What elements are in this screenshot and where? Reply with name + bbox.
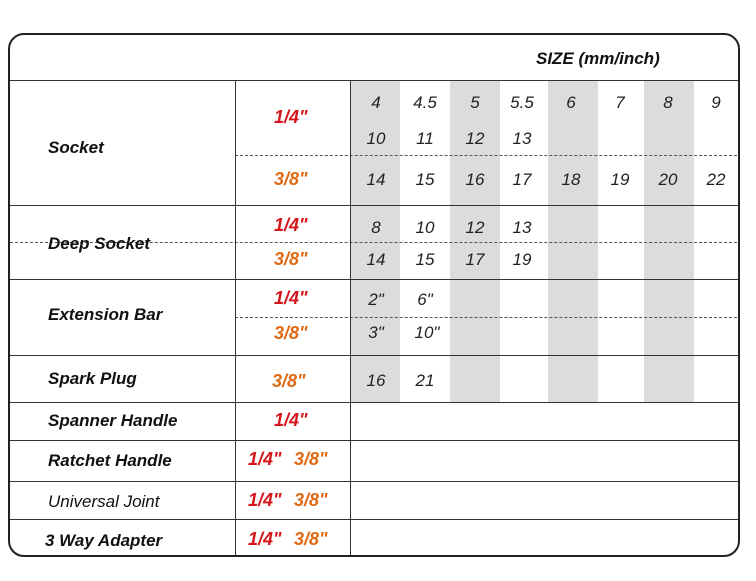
socket-b-cell: 16 <box>465 170 485 189</box>
socket-b-cell: 22 <box>706 170 726 189</box>
spark-plug-cell: 16 <box>366 371 386 390</box>
row-label-spark-plug: Spark Plug <box>48 369 137 388</box>
extension-bar-drive-three-eighths: 3/8" <box>274 323 308 343</box>
universal-joint-drive-three-eighths: 3/8" <box>294 490 328 510</box>
socket-a2-cell: 11 <box>416 129 434 148</box>
size-title: SIZE (mm/inch) <box>536 49 660 68</box>
row-label-socket: Socket <box>48 138 104 157</box>
extension-bar-a-cell: 2" <box>368 290 384 309</box>
socket-a1-cell: 5.5 <box>510 93 534 112</box>
socket-a2-cell: 12 <box>465 129 485 148</box>
socket-a1-cell: 4.5 <box>413 93 437 112</box>
spanner-handle-drive-quarter: 1/4" <box>274 410 308 430</box>
socket-a1-cell: 5 <box>470 93 480 112</box>
extension-bar-drive-quarter: 1/4" <box>274 288 308 308</box>
ratchet-handle-drive-three-eighths: 3/8" <box>294 449 328 469</box>
extension-bar-b-cell: 3" <box>368 323 384 342</box>
row-label-three-way-adapter: 3 Way Adapter <box>45 531 163 550</box>
socket-b-cell: 14 <box>366 170 386 189</box>
socket-b-cell: 20 <box>658 170 678 189</box>
shaded-column-7 <box>644 80 694 402</box>
deep-socket-b-cell: 19 <box>512 250 532 269</box>
socket-a1-cell: 9 <box>711 93 721 112</box>
three-way-adapter-drive-quarter: 1/4" <box>248 529 282 549</box>
row-label-ratchet-handle: Ratchet Handle <box>48 451 172 470</box>
socket-drive-three-eighths: 3/8" <box>274 169 308 189</box>
socket-drive-quarter: 1/4" <box>274 107 308 127</box>
spark-plug-cell: 21 <box>415 371 435 390</box>
deep-socket-drive-quarter: 1/4" <box>274 215 308 235</box>
socket-b-cell: 18 <box>561 170 581 189</box>
shaded-column-5 <box>548 80 598 402</box>
socket-a1-cell: 6 <box>566 93 576 112</box>
socket-a1-cell: 7 <box>615 93 625 112</box>
socket-a2-cell: 13 <box>512 129 532 148</box>
spark-plug-drive-three-eighths: 3/8" <box>272 371 306 391</box>
deep-socket-a-cell: 10 <box>415 218 435 237</box>
deep-socket-b-cell: 14 <box>366 250 386 269</box>
socket-a1-cell: 8 <box>663 93 673 112</box>
deep-socket-a-cell: 8 <box>371 218 381 237</box>
three-way-adapter-drive-three-eighths: 3/8" <box>294 529 328 549</box>
row-label-spanner-handle: Spanner Handle <box>48 411 178 430</box>
ratchet-handle-drive-quarter: 1/4" <box>248 449 282 469</box>
deep-socket-a-cell: 12 <box>465 218 485 237</box>
socket-b-cell: 19 <box>610 170 630 189</box>
deep-socket-b-cell: 17 <box>465 250 485 269</box>
extension-bar-b-cell: 10" <box>414 323 440 342</box>
deep-socket-drive-three-eighths: 3/8" <box>274 249 308 269</box>
deep-socket-b-cell: 15 <box>415 250 435 269</box>
socket-b-cell: 15 <box>415 170 435 189</box>
extension-bar-a-cell: 6" <box>417 290 433 309</box>
universal-joint-drive-quarter: 1/4" <box>248 490 282 510</box>
row-label-universal-joint: Universal Joint <box>48 492 160 511</box>
row-label-extension-bar: Extension Bar <box>48 305 163 324</box>
socket-b-cell: 17 <box>512 170 532 189</box>
socket-a1-cell: 4 <box>371 93 381 112</box>
deep-socket-a-cell: 13 <box>512 218 532 237</box>
socket-a2-cell: 10 <box>366 129 386 148</box>
row-label-deep-socket: Deep Socket <box>48 234 151 253</box>
size-chart-table <box>8 33 740 557</box>
